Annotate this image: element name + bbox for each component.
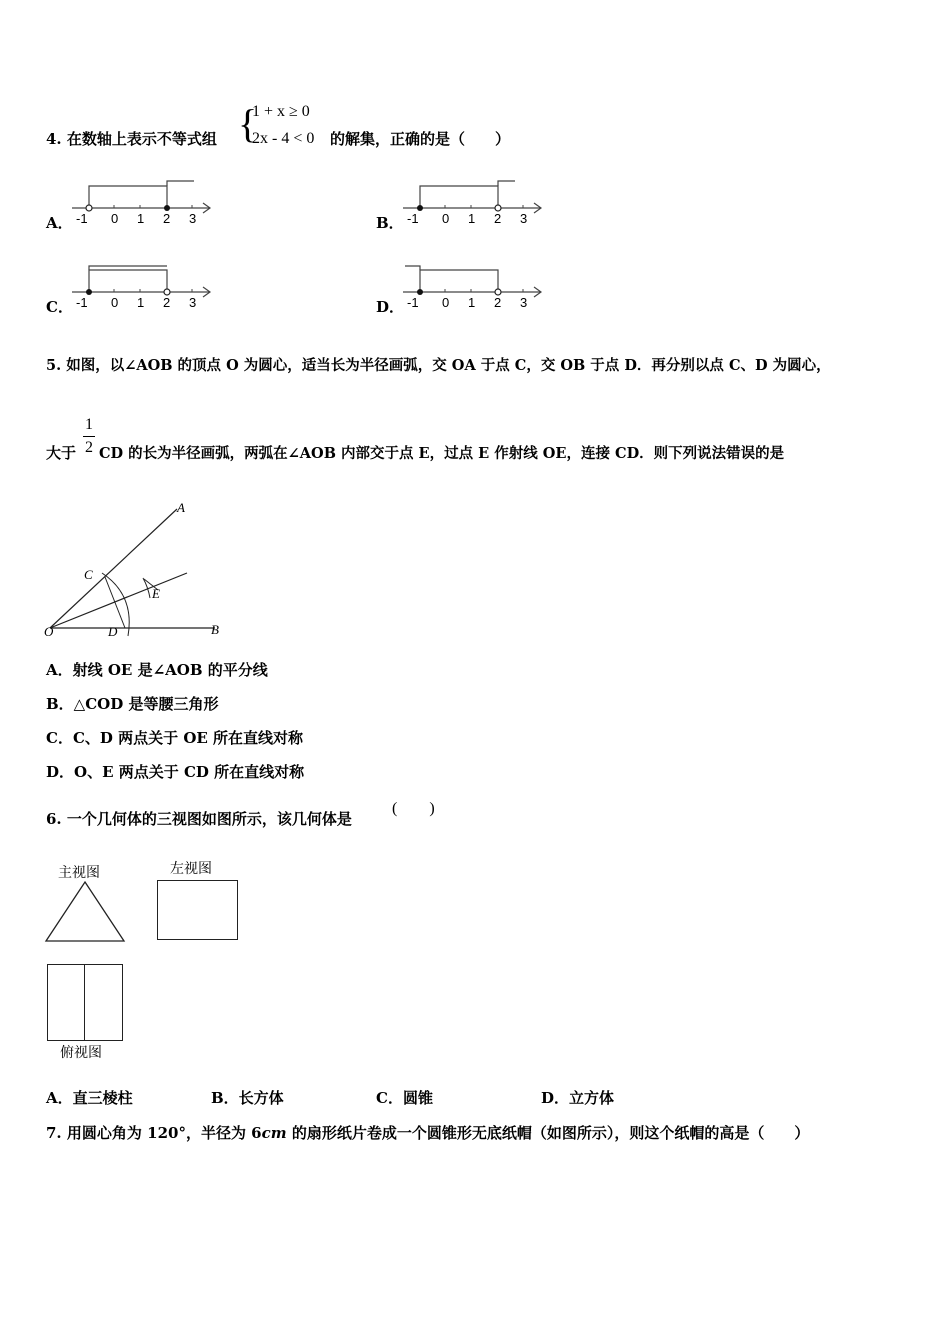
q6-option-c: C．圆锥 (376, 1089, 433, 1107)
tick-label: 0 (442, 295, 450, 310)
q4-option-a-letter: A． (46, 214, 73, 232)
tick-label: 3 (520, 295, 528, 310)
fraction-bar (83, 436, 95, 437)
tick-label: 3 (189, 295, 197, 310)
q6-number: 6. (46, 810, 62, 828)
tick-label: 2 (494, 295, 502, 310)
q4-option-d-letter: D． (376, 298, 405, 316)
q5-option-a: A．射线 OE 是∠AOB 的平分线 (46, 661, 268, 679)
tick-label: 2 (494, 211, 502, 226)
fraction-numerator: 1 (85, 416, 93, 433)
q5-option-d: D．O、E 两点关于 CD 所在直线对称 (46, 763, 305, 781)
tick-label: -1 (76, 295, 88, 310)
tick-label: -1 (407, 211, 419, 226)
label-d: D (108, 624, 118, 639)
q7-text-a: 用圆心角为 120°，半径为 (66, 1124, 252, 1142)
q7-radius-value: 6 (251, 1124, 262, 1142)
tick-label: 2 (163, 211, 171, 226)
label-b: B (211, 622, 219, 637)
angle-bisector-diagram (40, 495, 240, 645)
q5-text-1: 如图，以∠AOB 的顶点 O 为圆心，适当长为半径画弧，交 OA 于点 C，交 OB 于点 D．再分别以点 C、D 为圆心， (66, 357, 831, 374)
q7-stem (46, 1122, 809, 1143)
q6-option-d: D．立方体 (541, 1089, 615, 1107)
system-brace: { (238, 101, 258, 146)
q4-stem-after: 的解集，正确的是（ ） (330, 130, 511, 148)
tick-label: 3 (189, 211, 197, 226)
q5-line1 (46, 354, 831, 375)
tick-label: 0 (442, 211, 450, 226)
left-view-rectangle (157, 880, 238, 940)
q4-stem (46, 128, 217, 149)
q4-stem-before: 在数轴上表示不等式组 (66, 130, 217, 148)
ray-oe (50, 573, 187, 628)
front-view-caption: 主视图 (58, 865, 100, 881)
top-view-divider (84, 965, 85, 1040)
tick-label: 1 (137, 295, 145, 310)
label-e: E (152, 586, 160, 601)
ray-oa (50, 509, 177, 628)
label-o: O (44, 624, 54, 639)
q7-text-d: 的扇形纸片卷成一个圆锥形无底纸帽（如图所示），则这个纸帽的高是（ ） (286, 1124, 810, 1142)
q6-stem (46, 808, 352, 829)
q7-radius-unit: cm (261, 1124, 287, 1142)
tick-label: -1 (407, 295, 419, 310)
top-view-caption: 俯视图 (60, 1045, 102, 1061)
tick-label: 3 (520, 211, 528, 226)
q4-number: 4. (46, 130, 62, 148)
front-view-triangle (44, 880, 126, 944)
q5-option-b: B．△COD 是等腰三角形 (46, 695, 219, 713)
tick-label: 0 (111, 295, 119, 310)
q5-line2-before: 大于 (46, 444, 77, 462)
tick-label: 0 (111, 211, 119, 226)
inequality-line-1: 1 + x ≥ 0 (252, 103, 310, 120)
tick-label: 1 (468, 295, 476, 310)
tick-label: -1 (76, 211, 88, 226)
fraction-denominator: 2 (85, 439, 93, 456)
tick-label: 1 (468, 211, 476, 226)
q5-line2-after: CD 的长为半径画弧，两弧在∠AOB 内部交于点 E，过点 E 作射线 OE，连接 CD．则下列说法错误的是 (99, 445, 785, 462)
q5-option-c: C．C、D 两点关于 OE 所在直线对称 (46, 729, 304, 747)
q4-option-c-letter: C． (46, 298, 73, 316)
left-view-caption: 左视图 (170, 861, 212, 877)
label-c: C (84, 567, 93, 582)
fraction-one-half (82, 416, 96, 457)
q6-option-a: A．直三棱柱 (46, 1089, 133, 1107)
q6-text: 一个几何体的三视图如图所示，该几何体是 (66, 810, 352, 828)
top-view-rectangle (47, 964, 123, 1041)
label-a: A (177, 500, 185, 515)
q7-number: 7. (46, 1124, 62, 1142)
inequality-line-2: 2x - 4 < 0 (252, 130, 315, 147)
q6-option-b: B．长方体 (211, 1089, 284, 1107)
tick-label: 1 (137, 211, 145, 226)
q5-number: 5. (46, 357, 62, 374)
q6-answer-paren: ( ) (392, 800, 435, 817)
q4-option-b-letter: B． (376, 214, 404, 232)
tick-label: 2 (163, 295, 171, 310)
